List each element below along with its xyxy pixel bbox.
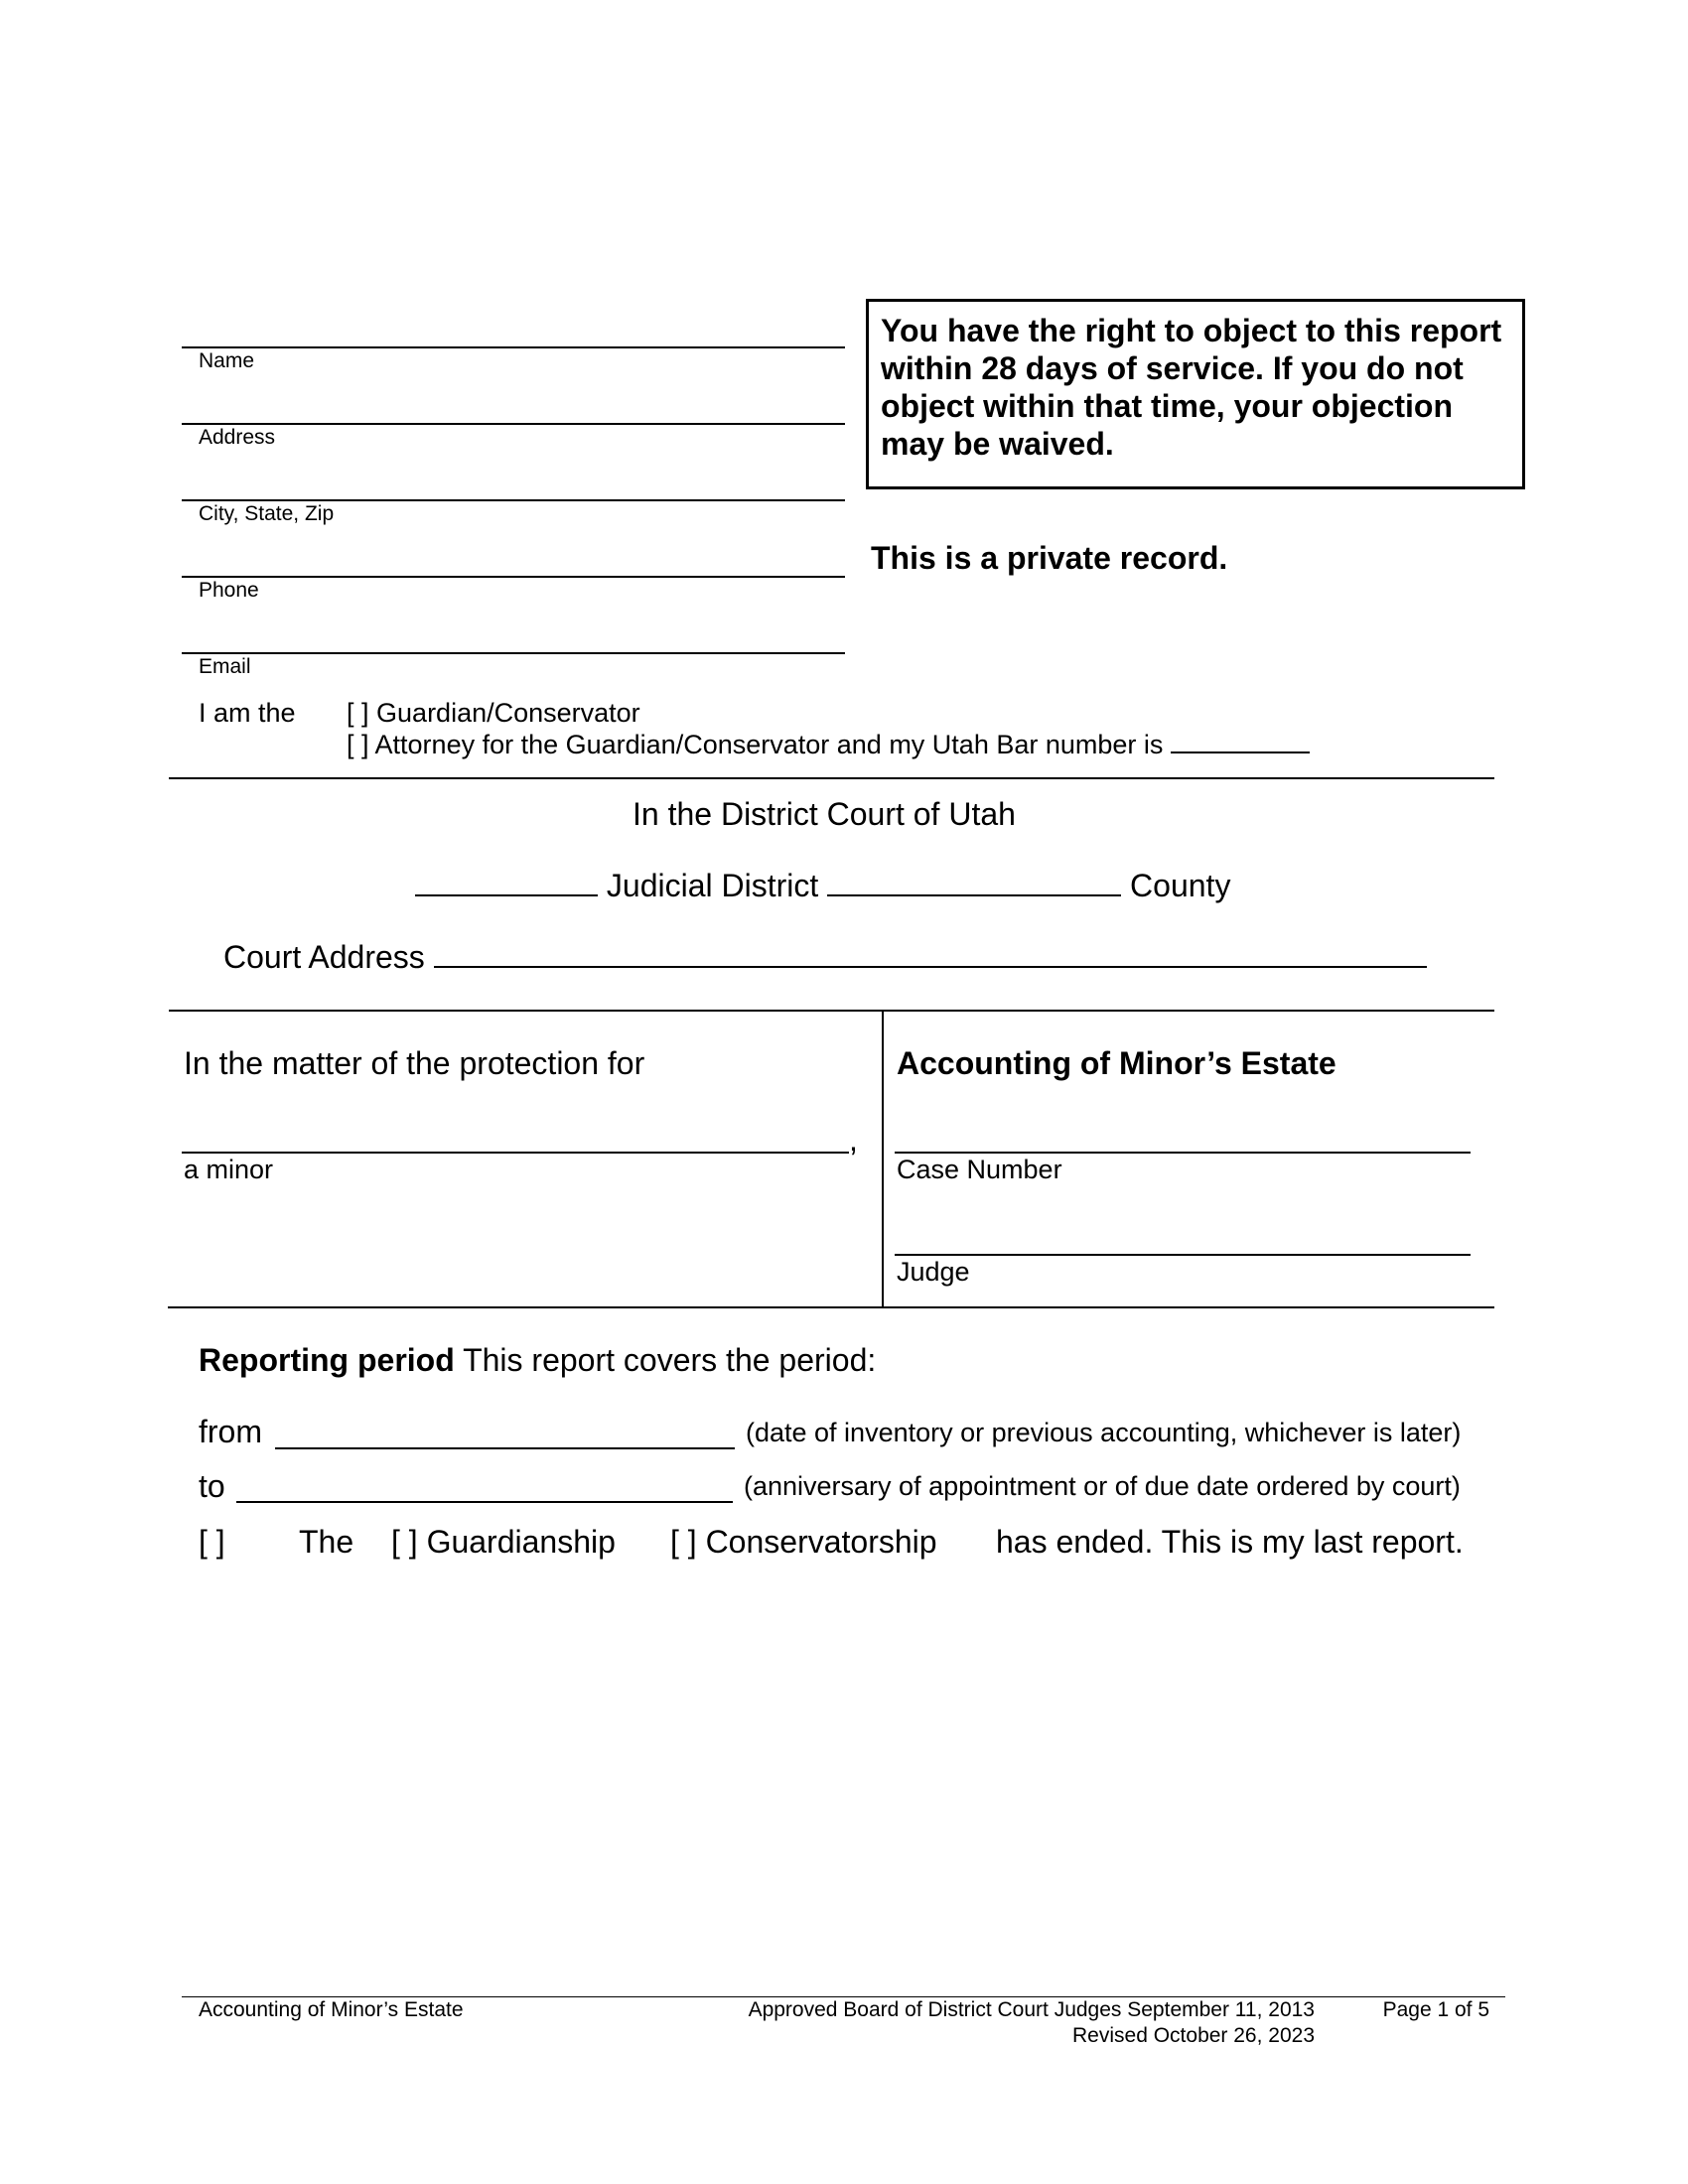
- county-label: County: [1130, 868, 1231, 903]
- a-minor-label: a minor: [184, 1155, 274, 1184]
- address-label: Address: [199, 426, 276, 449]
- to-date-line[interactable]: [236, 1501, 733, 1503]
- name-label: Name: [199, 349, 255, 372]
- court-address-label: Court Address: [223, 939, 425, 975]
- court-address-blank[interactable]: [434, 965, 1427, 968]
- judge-line[interactable]: [895, 1254, 1471, 1256]
- phone-label: Phone: [199, 579, 259, 602]
- role-option-guardian[interactable]: [347, 698, 640, 729]
- objection-notice-box: You have the right to object to this report within 28 days of service. If you do not object within that time, your objection may be waived.: [866, 299, 1525, 489]
- bar-number-blank[interactable]: [1171, 751, 1310, 753]
- email-field-line[interactable]: [182, 652, 845, 654]
- court-address-row: [223, 939, 1427, 976]
- city-state-zip-field-line[interactable]: [182, 499, 845, 501]
- county-blank[interactable]: [827, 893, 1121, 896]
- footer-approved: Approved Board of District Court Judges September 11, 2013: [748, 1998, 1315, 2021]
- judge-label: Judge: [897, 1257, 970, 1287]
- role-option-attorney[interactable]: [347, 730, 1310, 760]
- case-number-label: Case Number: [897, 1155, 1062, 1184]
- end-the-label: The: [299, 1524, 354, 1560]
- reporting-period-row: [199, 1342, 876, 1379]
- role-intro: I am the: [199, 698, 296, 728]
- email-label: Email: [199, 655, 251, 678]
- address-field-line[interactable]: [182, 423, 845, 425]
- footer-form-title: Accounting of Minor’s Estate: [199, 1998, 464, 2021]
- private-record-notice: This is a private record.: [871, 540, 1228, 576]
- guardianship-option[interactable]: [391, 1524, 616, 1561]
- reporting-period-text: This report covers the period:: [463, 1342, 877, 1378]
- to-note: (anniversary of appointment or of due date ordered by court): [744, 1471, 1461, 1501]
- judicial-district-label: Judicial District: [606, 868, 819, 903]
- from-date-line[interactable]: [275, 1447, 735, 1449]
- has-ended-text: has ended. This is my last report.: [996, 1524, 1464, 1560]
- caption-bottom-border: [168, 1306, 1494, 1308]
- guardian-label: Guardian/Conservator: [376, 698, 640, 728]
- attorney-checkbox[interactable]: [ ]: [347, 730, 369, 759]
- guardianship-label: Guardianship: [426, 1524, 616, 1560]
- footer-revised: Revised October 26, 2023: [1072, 2024, 1315, 2047]
- phone-field-line[interactable]: [182, 576, 845, 578]
- footer-divider: [182, 1996, 1505, 1997]
- document-title: Accounting of Minor’s Estate: [897, 1045, 1336, 1081]
- judicial-district-blank[interactable]: [415, 893, 598, 896]
- guardianship-checkbox[interactable]: [ ]: [391, 1524, 418, 1560]
- district-county-row: [415, 868, 1230, 904]
- from-label: from: [199, 1414, 262, 1449]
- to-label: to: [199, 1468, 225, 1504]
- reporting-period-heading: Reporting period: [199, 1342, 455, 1378]
- minor-name-comma: ,: [849, 1122, 858, 1158]
- caption-top-border: [169, 1010, 1494, 1012]
- caption-divider: [882, 1011, 884, 1306]
- footer-page-number: Page 1 of 5: [1382, 1998, 1489, 2021]
- city-state-zip-label: City, State, Zip: [199, 502, 335, 525]
- case-number-line[interactable]: [895, 1152, 1471, 1154]
- header-divider: [169, 777, 1494, 779]
- court-title: In the District Court of Utah: [633, 796, 1016, 832]
- conservatorship-label: Conservatorship: [705, 1524, 937, 1560]
- end-checkbox[interactable]: [ ]: [199, 1524, 225, 1560]
- from-note: (date of inventory or previous accounting, whichever is later): [746, 1418, 1462, 1447]
- attorney-label: Attorney for the Guardian/Conservator and my Utah Bar number is: [374, 730, 1164, 759]
- name-field-line[interactable]: [182, 346, 845, 348]
- conservatorship-option[interactable]: [670, 1524, 937, 1561]
- conservatorship-checkbox[interactable]: [ ]: [670, 1524, 697, 1560]
- matter-text: In the matter of the protection for: [184, 1045, 645, 1081]
- guardian-checkbox[interactable]: [ ]: [347, 698, 369, 728]
- minor-name-line[interactable]: [182, 1152, 849, 1154]
